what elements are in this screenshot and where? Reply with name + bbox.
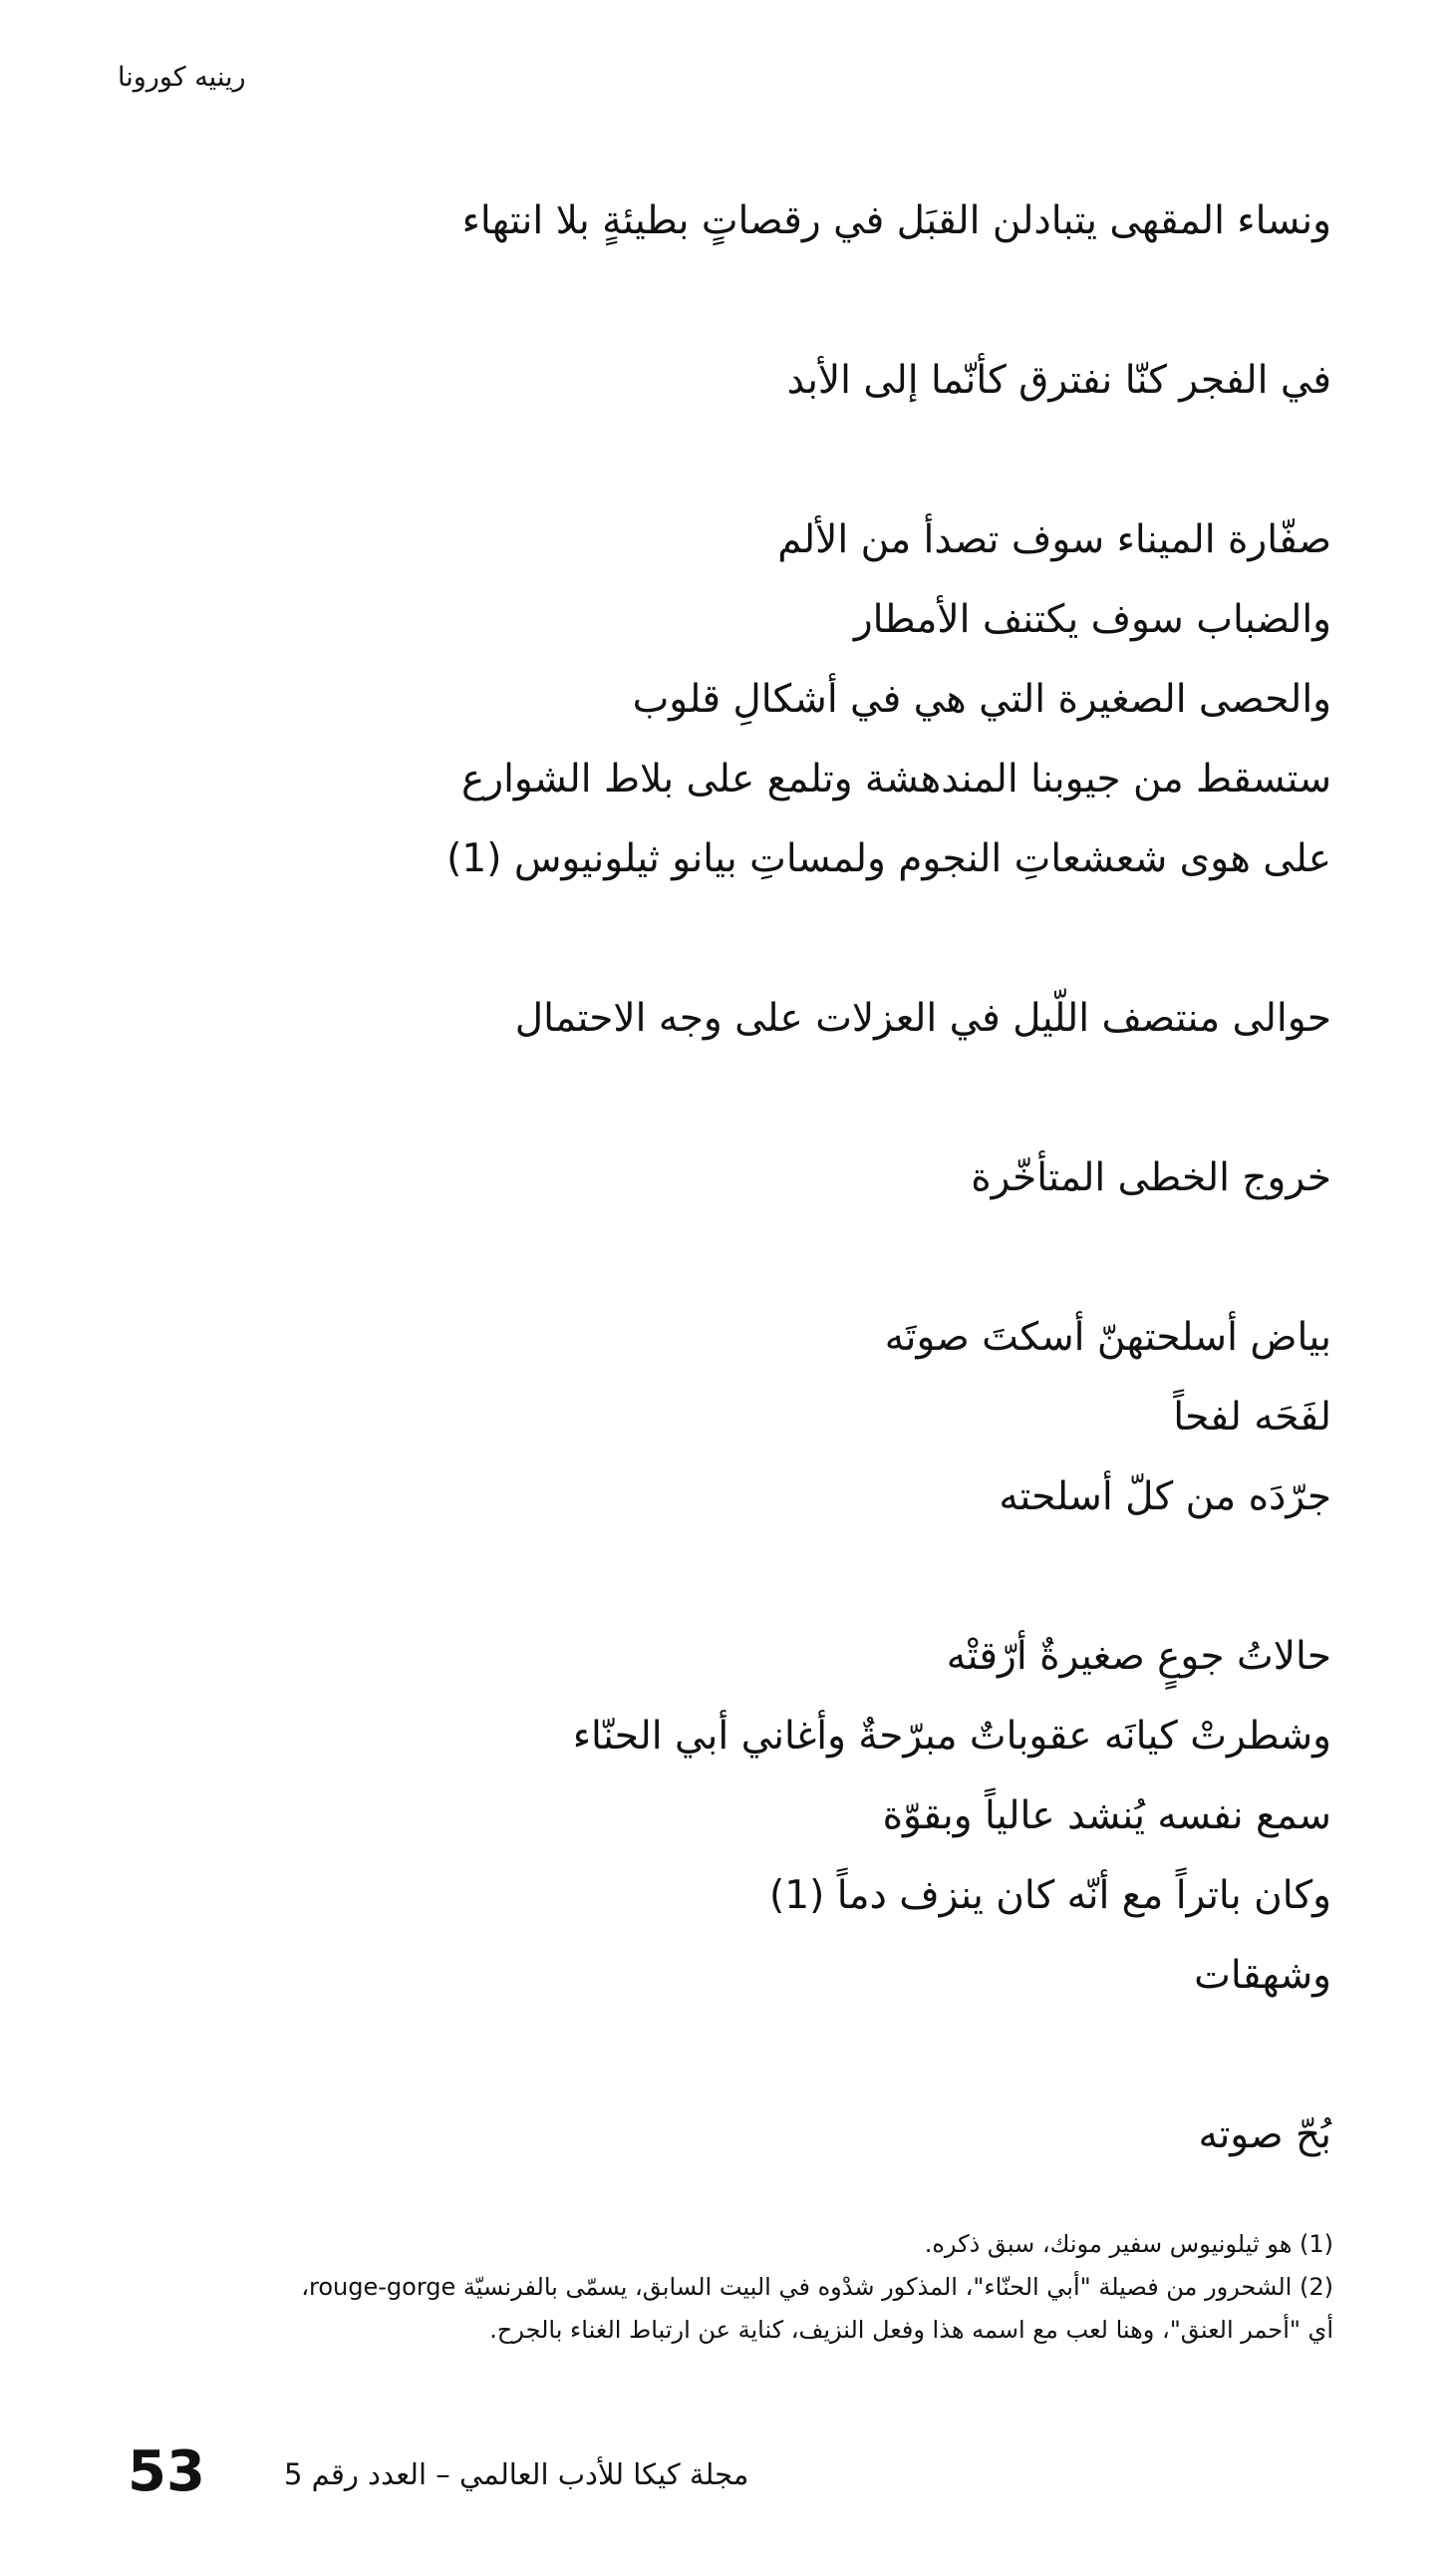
poem-line: والحصى الصغيرة التي هي في أشكالِ قلوب: [632, 677, 1331, 722]
poem-line: وشطرتْ كيانَه عقوباتٌ مبرّحةٌ وأغاني أبي الحنّاء: [572, 1714, 1331, 1759]
journal-footer: مجلة كيكا للأدب العالمي – العدد رقم 5: [284, 2457, 749, 2491]
stanza-break: [185, 1059, 1331, 1138]
poem-line: وشهقات: [1194, 1953, 1331, 1998]
poem-line: وكان باتراً مع أنّه كان ينزف دماً (1): [769, 1873, 1331, 1918]
stanza-break: [185, 421, 1331, 500]
poem-line: بُحّ صوته: [1198, 2112, 1331, 2157]
poem-line: حوالى منتصف اللّيل في العزلات على وجه الاحتمال: [514, 996, 1331, 1041]
poem-line: في الفجر كنّا نفترق كأنّما إلى الأبد: [786, 358, 1331, 403]
poem-line: سمع نفسه يُنشد عالياً وبقوّة: [882, 1793, 1331, 1838]
poem-line: بياض أسلحتهنّ أسكتَ صوتَه: [884, 1315, 1331, 1360]
stanza-break: [185, 261, 1331, 341]
footnote-1: (1) هو ثيلونيوس سفير مونك، سبق ذكره.: [924, 2230, 1333, 2258]
poem-line: والضباب سوف يكتنف الأمطار: [853, 597, 1331, 642]
stanza-break: [185, 1537, 1331, 1617]
footnote-2-continuation: أي "أحمر العنق"، وهنا لعب مع اسمه هذا وفعل النزيف، كناية عن ارتباط الغناء بالجرح.: [489, 2316, 1333, 2344]
poem-line: حالاتُ جوعٍ صغيرةٌ أرّقتْه: [946, 1634, 1331, 1679]
poem-line: خروج الخطى المتأخّرة: [971, 1155, 1331, 1200]
poem-line: جرّدَه من كلّ أسلحته: [999, 1474, 1331, 1519]
poem-line: لفَحَه لفحاً: [1173, 1395, 1331, 1440]
stanza-break: [185, 899, 1331, 979]
footnote-2: (2) الشحرور من فصيلة "أبي الحنّاء"، المذكور شدْوه في البيت السابق، يسمّى بالفرنسيّة rouge-gorge،: [301, 2273, 1333, 2301]
stanza-break: [185, 2016, 1331, 2095]
stanza-break: [185, 1218, 1331, 1298]
poem-line: على هوى شعشعاتِ النجوم ولمساتِ بيانو ثيلونيوس (1): [446, 836, 1331, 881]
running-head-author: رينيه كورونا: [118, 62, 246, 93]
poem-line: ونساء المقهى يتبادلن القبَل في رقصاتٍ بطيئةٍ بلا انتهاء: [461, 198, 1331, 243]
poem-line: ستسقط من جيوبنا المندهشة وتلمع على بلاط الشوارع: [460, 757, 1331, 802]
poem-body: [185, 181, 1331, 2175]
poem-line: صفّارة الميناء سوف تصدأ من الألم: [777, 517, 1331, 562]
footnotes: [108, 2223, 1333, 2352]
page-number: 53: [128, 2439, 205, 2504]
